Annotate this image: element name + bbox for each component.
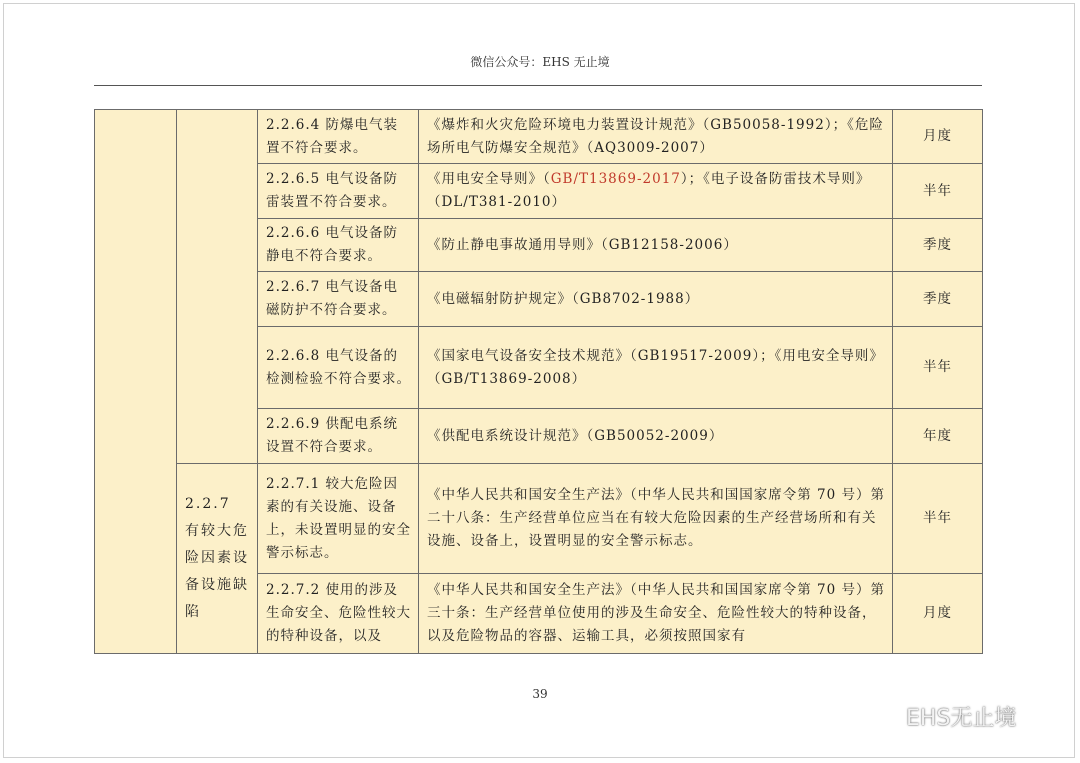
page-number: 39 xyxy=(532,687,548,701)
item-cell: 2.2.6.4 防爆电气装置不符合要求。 xyxy=(258,110,419,164)
basis-text: 《用电安全导则》（ xyxy=(427,171,551,187)
basis-text: ）；《电子设备防雷技术导则》（DL/T381-2010） xyxy=(427,171,871,210)
basis-cell: 《国家电气设备安全技术规范》（GB19517-2009）；《用电安全导则》（GB/T13869-2008） xyxy=(419,327,893,409)
table-row xyxy=(95,464,983,574)
item-cell: 2.2.6.7 电气设备电磁防护不符合要求。 xyxy=(258,272,419,327)
frequency-cell: 季度 xyxy=(893,272,983,327)
page-header: 微信公众号：EHS 无止境 xyxy=(470,55,610,69)
item-cell: 2.2.7.1 较大危险因素的有关设施、设备上，未设置明显的安全警示标志。 xyxy=(258,464,419,574)
item-cell: 2.2.6.6 电气设备防静电不符合要求。 xyxy=(258,219,419,272)
category-cell: 2.2.7 有较大危险因素设备设施缺陷 xyxy=(177,464,258,654)
frequency-cell: 半年 xyxy=(893,164,983,219)
basis-cell: 《中华人民共和国安全生产法》（中华人民共和国国家席令第 70 号）第三十条：生产经营单位使用的涉及生命安全、危险性较大的特种设备，以及危险物品的容器、运输工具，必须按照国家有 xyxy=(419,574,893,654)
highlighted-standard: GB/T13869-2017 xyxy=(550,171,681,187)
table-row xyxy=(95,110,983,164)
level2-cell xyxy=(177,110,258,464)
basis-cell: 《供配电系统设计规范》（GB50052-2009） xyxy=(419,409,893,464)
item-cell: 2.2.6.8 电气设备的检测检验不符合要求。 xyxy=(258,327,419,409)
basis-cell: 《爆炸和火灾危险环境电力装置设计规范》（GB50058-1992）；《危险场所电气防爆安全规范》（AQ3009-2007） xyxy=(419,110,893,164)
item-cell: 2.2.6.9 供配电系统设置不符合要求。 xyxy=(258,409,419,464)
frequency-cell: 半年 xyxy=(893,327,983,409)
frequency-cell: 季度 xyxy=(893,219,983,272)
basis-cell xyxy=(419,164,893,219)
frequency-cell: 半年 xyxy=(893,464,983,574)
basis-cell: 《电磁辐射防护规定》（GB8702-1988） xyxy=(419,272,893,327)
frequency-cell: 月度 xyxy=(893,574,983,654)
item-cell: 2.2.6.5 电气设备防雷装置不符合要求。 xyxy=(258,164,419,219)
frequency-cell: 年度 xyxy=(893,409,983,464)
wechat-icon xyxy=(866,702,902,730)
item-cell: 2.2.7.2 使用的涉及生命安全、危险性较大的特种设备，以及 xyxy=(258,574,419,654)
watermark-text: EHS无止境 xyxy=(906,705,1017,731)
level1-cell xyxy=(95,110,177,654)
header-rule xyxy=(94,85,982,86)
requirements-table xyxy=(94,109,983,654)
basis-cell: 《防止静电事故通用导则》（GB12158-2006） xyxy=(419,219,893,272)
watermark xyxy=(866,701,1016,731)
frequency-cell: 月度 xyxy=(893,110,983,164)
basis-cell: 《中华人民共和国安全生产法》（中华人民共和国国家席令第 70 号）第二十八条：生产经营单位应当在有较大危险因素的生产经营场所和有关设施、设备上，设置明显的安全警示标志。 xyxy=(419,464,893,574)
